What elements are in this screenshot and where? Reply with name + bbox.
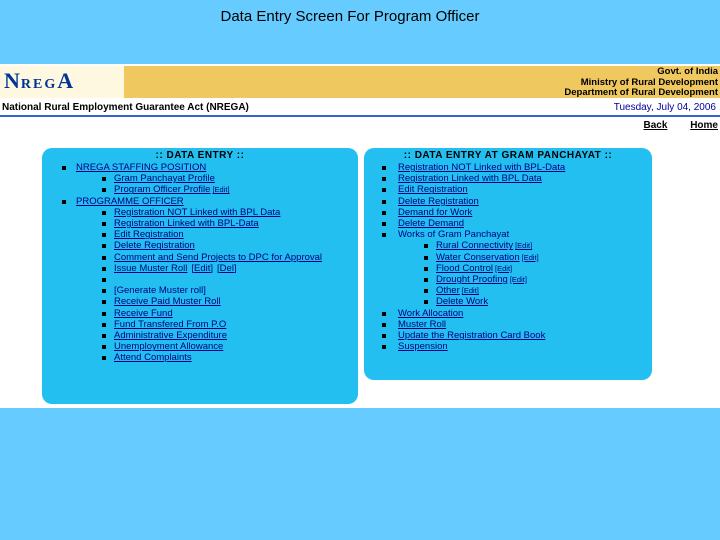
edit-link[interactable]: [Edit] (495, 263, 513, 273)
date-display: Tuesday, July 04, 2006 (613, 102, 716, 113)
flood-control-link[interactable]: Flood Control (436, 262, 494, 274)
muster-edit-link[interactable]: [Edit] (191, 262, 214, 274)
back-link[interactable]: Back (643, 120, 668, 131)
act-title: National Rural Employment Guarantee Act (NREGA) (2, 102, 249, 113)
list-item[interactable] (364, 173, 652, 184)
list-item[interactable] (42, 184, 358, 195)
list-item[interactable] (364, 274, 652, 285)
govt-info (564, 67, 718, 99)
receive-fund-link[interactable]: Receive Fund (114, 307, 173, 319)
gp-entry-list (364, 162, 652, 352)
list-item[interactable] (42, 341, 358, 352)
list-item[interactable] (42, 207, 358, 218)
issue-muster-roll-link[interactable]: Issue Muster Roll (114, 262, 188, 274)
delete-work-link[interactable]: Delete Work (436, 296, 489, 308)
list-item[interactable] (364, 196, 652, 207)
po-header: PROGRAMME OFFICER (76, 195, 184, 207)
list-item[interactable] (42, 285, 358, 296)
update-registration-card-link[interactable]: Update the Registration Card Book (398, 330, 546, 342)
list-item[interactable] (42, 319, 358, 330)
edit-link[interactable]: [Edit] (461, 286, 479, 296)
list-item[interactable] (364, 184, 652, 195)
muster-del-link[interactable]: [Del] (217, 262, 237, 274)
gp-reg-linked-link[interactable]: Registration Linked with BPL Data (398, 173, 542, 185)
generate-muster-roll[interactable]: [Generate Muster roll] (114, 285, 206, 297)
list-item[interactable] (42, 252, 358, 263)
send-projects-link[interactable]: Comment and Send Projects to DPC for Approval (114, 251, 323, 263)
panel-title: :: DATA ENTRY :: (155, 150, 245, 161)
water-conservation-link[interactable]: Water Conservation (436, 251, 520, 263)
list-item (42, 274, 358, 285)
list-item[interactable] (364, 285, 652, 296)
list-item[interactable] (364, 330, 652, 341)
list-item[interactable] (42, 263, 358, 274)
unemployment-allowance-link[interactable]: Unemployment Allowance (114, 341, 224, 353)
suspension-link[interactable]: Suspension (398, 341, 448, 353)
edit-link[interactable]: [Edit] (212, 185, 230, 195)
home-link[interactable]: Home (690, 120, 718, 131)
list-item (364, 229, 652, 240)
divider (0, 115, 720, 117)
list-item[interactable] (364, 308, 652, 319)
work-allocation-link[interactable]: Work Allocation (398, 307, 464, 319)
slide-title: Data Entry Screen For Program Officer (220, 8, 480, 25)
header-bar (0, 66, 720, 98)
reg-not-linked-link[interactable]: Registration NOT Linked with BPL Data (114, 206, 281, 218)
nrega-logo: NREGA (4, 68, 75, 93)
data-entry-list (42, 162, 358, 364)
list-item (42, 196, 358, 207)
drought-proofing-link[interactable]: Drought Proofing (436, 274, 508, 286)
list-item (42, 162, 358, 173)
list-item[interactable] (42, 218, 358, 229)
attend-complaints-link[interactable]: Attend Complaints (114, 352, 192, 364)
edit-link[interactable]: [Edit] (509, 275, 527, 285)
other-work-link[interactable]: Other (436, 285, 460, 297)
edit-registration-link[interactable]: Edit Registration (114, 229, 184, 241)
list-item[interactable] (42, 240, 358, 251)
list-item[interactable] (364, 263, 652, 274)
nav-links (624, 120, 718, 131)
list-item[interactable] (42, 308, 358, 319)
reg-linked-link[interactable]: Registration Linked with BPL-Data (114, 218, 259, 230)
govt-line-1: Govt. of India (657, 66, 718, 77)
govt-line-2: Ministry of Rural Development (580, 76, 718, 88)
list-item[interactable] (42, 173, 358, 184)
list-item[interactable] (42, 330, 358, 341)
works-header: Works of Gram Panchayat (398, 229, 510, 241)
list-item[interactable] (42, 352, 358, 363)
gp-reg-not-linked-link[interactable]: Registration NOT Linked with BPL-Data (398, 162, 566, 173)
list-item[interactable] (364, 218, 652, 229)
list-item[interactable] (364, 296, 652, 307)
gp-delete-registration-link[interactable]: Delete Registration (398, 195, 479, 207)
edit-link[interactable]: [Edit] (515, 241, 533, 251)
logo-box (0, 66, 124, 98)
fund-transfered-link[interactable]: Fund Transfered From P.O (114, 318, 227, 330)
govt-line-3: Department of Rural Development (564, 87, 718, 98)
admin-expenditure-link[interactable]: Administrative Expenditure (114, 330, 227, 342)
list-item[interactable] (364, 341, 652, 352)
list-item[interactable] (42, 296, 358, 307)
delete-registration-link[interactable]: Delete Registration (114, 240, 195, 252)
gram-panchayat-panel (364, 148, 652, 380)
rural-connectivity-link[interactable]: Rural Connectivity (436, 240, 514, 252)
delete-demand-link[interactable]: Delete Demand (398, 218, 465, 230)
gp-edit-registration-link[interactable]: Edit Registration (398, 184, 468, 196)
list-item[interactable] (364, 162, 652, 173)
list-item[interactable] (364, 207, 652, 218)
data-entry-panel (42, 148, 358, 404)
list-item[interactable] (364, 252, 652, 263)
nrega-screen (0, 64, 720, 408)
receive-paid-muster-link[interactable]: Receive Paid Muster Roll (114, 296, 221, 308)
muster-roll-link[interactable]: Muster Roll (398, 318, 447, 330)
program-officer-profile-link[interactable]: Program Officer Profile (114, 184, 211, 196)
list-item[interactable] (364, 240, 652, 251)
gram-panchayat-profile-link[interactable]: Gram Panchayat Profile (114, 173, 215, 185)
demand-for-work-link[interactable]: Demand for Work (398, 206, 473, 218)
list-item[interactable] (364, 319, 652, 330)
edit-link[interactable]: [Edit] (521, 252, 539, 262)
panel-title: :: DATA ENTRY AT GRAM PANCHAYAT :: (403, 150, 613, 161)
list-item[interactable] (42, 229, 358, 240)
staffing-header: NREGA STAFFING POSITION (76, 162, 207, 173)
